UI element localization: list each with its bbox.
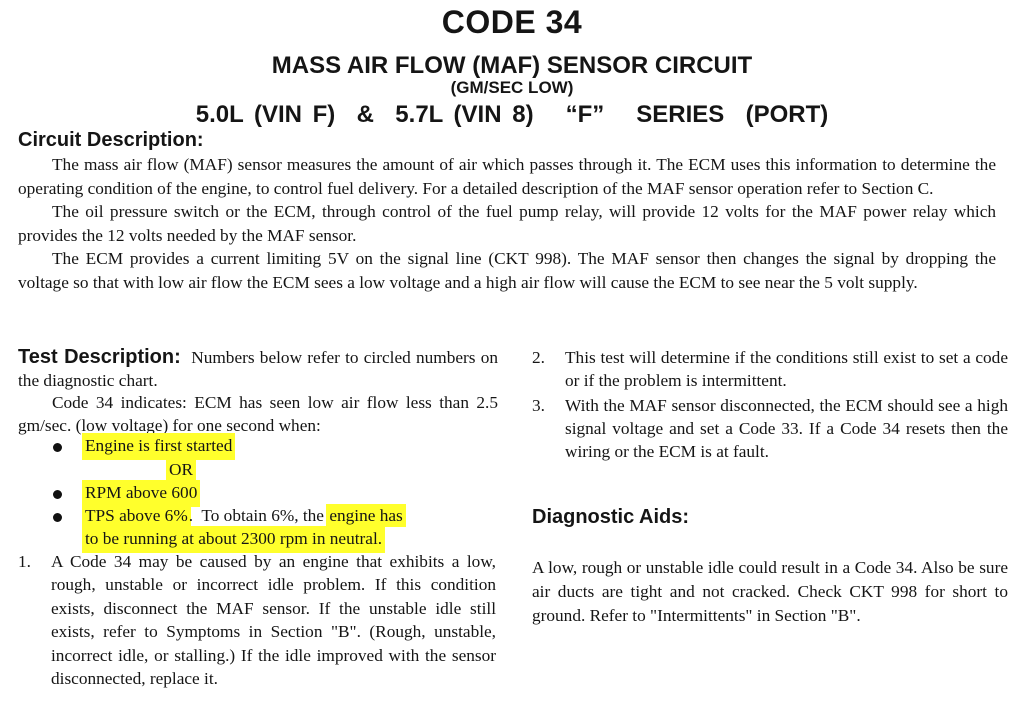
- bullet-tps: [18, 505, 503, 551]
- test-item-2: [532, 347, 1008, 392]
- bullet-rpm: [18, 482, 503, 506]
- diagnostic-aids-heading: Diagnostic Aids:: [532, 506, 690, 528]
- circuit-paragraph-1-text: The mass air flow (MAF) sensor measures the amount of air which passes through it. The ECM uses this information to determine the operating condition of the engine, to control fuel delivery. For a detailed description of the MAF sensor operation refer to Section C.: [18, 155, 996, 198]
- circuit-description-body: [18, 153, 996, 295]
- item-1-number: 1.: [18, 552, 31, 571]
- item-1-text: A Code 34 may be caused by an engine that exhibits a low, rough, unstable or incorrect idle problem. If this condition exists, disconnect the MAF sensor. If the unstable idle still exists, refer to Symptoms in Section "B". (Rough, unstable, incorrect idle, or stalling.) If the idle improved with the sensor disconnected, replace it.: [51, 552, 496, 689]
- test-item-3: [532, 394, 1008, 463]
- item-3-text: With the MAF sensor disconnected, the ECM should see a high signal voltage and set a Code 33. If a Code 34 resets then the wiring or the ECM is at fault.: [565, 396, 1008, 461]
- item-2-number: 2.: [532, 348, 545, 367]
- circuit-paragraph-3-text: The ECM provides a current limiting 5V on the signal line (CKT 998). The MAF sensor then changes the signal by dropping the voltage so that with low air flow the ECM sees a low voltage and a high air flow will cause the ECM to see near the 5 volt supply.: [18, 249, 996, 292]
- bullet-dot-icon: [53, 490, 62, 499]
- code-indicates-paragraph: [18, 392, 498, 437]
- sensor-subtitle: (GM/SEC LOW): [450, 78, 574, 97]
- engine-applicability-line: 5.0L (VIN F) & 5.7L (VIN 8) “F” SERIES (PORT): [195, 101, 829, 128]
- bullet-engine-started: [18, 435, 503, 459]
- test-description-block: [18, 346, 498, 437]
- bullet-dot-icon: [53, 513, 62, 522]
- test-item-1: [18, 550, 496, 690]
- test-description-heading: Test Description:: [18, 346, 181, 368]
- sensor-title: MASS AIR FLOW (MAF) SENSOR CIRCUIT: [271, 52, 753, 79]
- or-label: OR: [168, 459, 194, 482]
- circuit-paragraph-3: [18, 247, 996, 294]
- circuit-paragraph-1: [18, 153, 996, 200]
- tps-mid-text: . To obtain 6%, the: [188, 506, 329, 525]
- diagnostic-aids-text: A low, rough or unstable idle could result in a Code 34. Also be sure air ducts are tight and not cracked. Check CKT 998 for short to ground. Refer to "Intermittents" in Section "B".: [532, 558, 1008, 625]
- bullet-or-separator: [18, 459, 503, 483]
- tps-highlight: TPS above 6%: [85, 506, 188, 525]
- code-title: CODE 34: [441, 4, 583, 40]
- bullet-tps-line-1: [84, 505, 404, 528]
- bullet-tps-line-2: to be running at about 2300 rpm in neutral.: [84, 528, 383, 551]
- circuit-paragraph-2-text: The oil pressure switch or the ECM, through control of the fuel pump relay, will provide 12 volts for the MAF power relay which provides the 12 volts needed by the MAF sensor.: [18, 202, 996, 245]
- bullet-engine-started-text: Engine is first started: [84, 435, 233, 458]
- code-indicates-text: Code 34 indicates: ECM has seen low air flow less than 2.5 gm/sec. (low voltage) for one second when:: [18, 393, 498, 435]
- test-description-intro-text: Numbers below refer to circled numbers on the diagnostic chart.: [18, 348, 499, 390]
- engine-has-highlight: engine has: [329, 506, 403, 525]
- circuit-paragraph-2: [18, 200, 996, 247]
- item-2-text: This test will determine if the conditions still exist to set a code or if the problem is intermittent.: [565, 348, 1008, 390]
- item-3-number: 3.: [532, 396, 545, 415]
- test-description-intro: [18, 346, 498, 392]
- bullet-rpm-text: RPM above 600: [84, 482, 198, 505]
- circuit-description-heading: Circuit Description:: [18, 129, 204, 151]
- bullet-dot-icon: [53, 443, 62, 452]
